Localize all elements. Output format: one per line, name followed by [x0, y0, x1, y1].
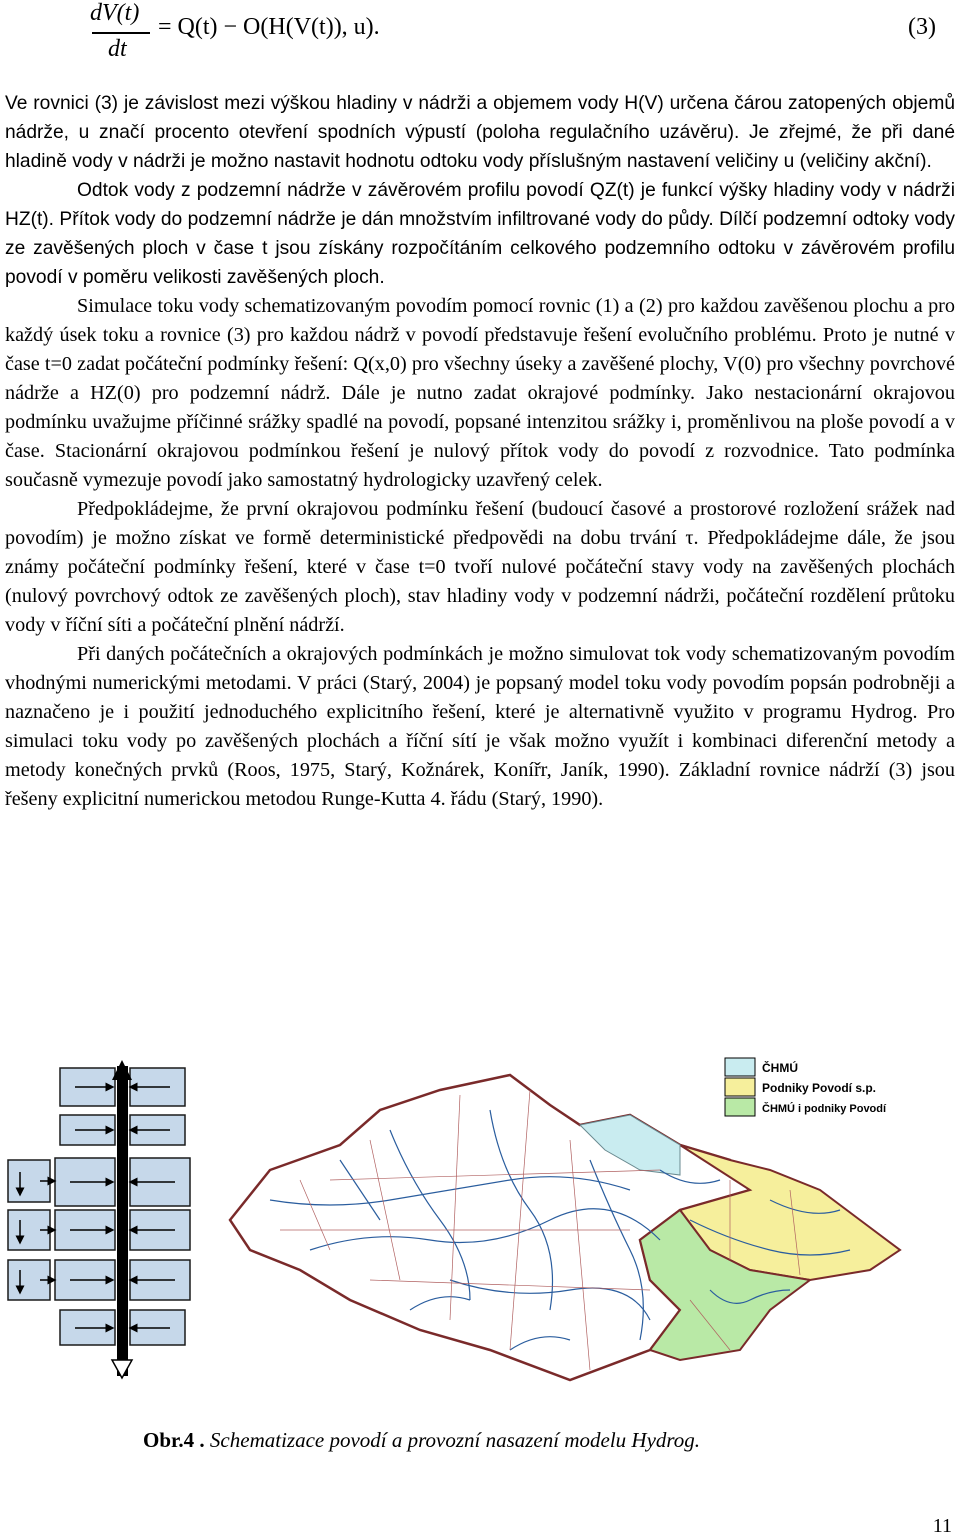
page-number: 11	[932, 1515, 952, 1537]
paragraph-5: Při daných počátečních a okrajových podmínkách je možno simulovat tok vody schematizovaným povodím vhodnými numerickými metodami. V práci (Starý, 2004) je popsaný model toku vody povodím popsán podrobněji a naznačeno je i použití jednoduchého explicitního řešení, které je alternativně využito v programu Hydrog. Pro simulaci toku vody po zavěšených plochách a říční sítí je však možno využít i kombinaci diferenční metody a metody konečných prvků (Roos, 1975, Starý, Kožnárek, Konířr, Janík, 1990). Základní rovnice nádrží (3) jsou řešeny explicitní numerickou metodou Runge-Kutta 4. řádu (Starý, 1990).	[5, 643, 955, 810]
map-legend	[725, 1058, 887, 1116]
figure-caption	[143, 1428, 700, 1453]
legend-swatch-both	[725, 1098, 755, 1116]
legend-label-chmu: ČHMÚ	[762, 1061, 798, 1075]
paragraph-2: Odtok vody z podzemní nádrže v závěrovém profilu povodí QZ(t) je funkcí výšky hladiny vody v nádrži HZ(t). Přítok vody do podzemní nádrže je dán množstvím infiltrované vody do půdy. Dílčí podzemní odtoky vody ze zavěšených ploch v čase t jsou získány rozpočítáním celkového podzemního odtoku v závěrovém profilu povodí v poměru velikosti zavěšených ploch.	[5, 180, 955, 288]
legend-label-povodi: Podniky Povodí s.p.	[762, 1081, 877, 1095]
caption-label: Obr.4 .	[143, 1428, 205, 1452]
fraction-bar	[92, 32, 150, 34]
equation-numerator: dV(t)	[90, 0, 140, 26]
legend-label-both: ČHMÚ i podniky Povodí	[762, 1103, 887, 1115]
paragraph-3: Simulace toku vody schematizovaným povodím pomocí rovnic (1) a (2) pro každou zavěšenou plochu a pro každý úsek toku a rovnice (3) pro každou nádrž v povodí představuje řešení evolučního problému. Proto je nutné v čase t=0 zadat počáteční podmínky řešení: Q(x,0) pro všechny úseky a zavěšené plochy, V(0) pro všechny povrchové nádrže a HZ(0) pro podzemní nádrž. Dále je nutno zadat okrajové podmínky. Jako nestacionární okrajovou podmínku uvažujme příčinné srážky spadlé na povodí, popsané intenzitou srážky i, proměnlivou na ploše povodí a v čase. Stacionární okrajovou podmínkou řešení je nulový přítok vody do povodí z rozvodnice. Tato podmínka současně vymezuje povodí jako samostatný hydrologicky uzavřený celek.	[5, 295, 955, 491]
legend-swatch-povodi	[725, 1078, 755, 1096]
legend-swatch-chmu	[725, 1058, 755, 1076]
equation-denominator: dt	[108, 36, 127, 62]
catchment-schema-diagram	[0, 1060, 210, 1390]
czech-river-basin-map	[210, 1050, 950, 1395]
caption-text: Schematizace povodí a provozní nasazení modelu Hydrog.	[209, 1428, 701, 1452]
figure-4	[0, 1050, 960, 1395]
paragraph-1: Ve rovnici (3) je závislost mezi výškou hladiny v nádrži a objemem vody H(V) určena čárou zatopených objemů nádrže, u značí procento otevření spodních výpustí (poloha regulačního uzávěru). Je zřejmé, že při dané hladině vody v nádrži je možno nastavit hodnotu odtoku vody příslušným nastavení veličiny u (veličiny akční).	[5, 93, 955, 172]
equation-3	[90, 0, 940, 70]
body-text	[5, 89, 955, 814]
paragraph-4: Předpokládejme, že první okrajovou podmínku řešení (budoucí časové a prostorové rozložení srážek nad povodím) je možno získat ve formě deterministické předpovědi na dobu trvání τ. Předpokládejme dále, že jsou známy počáteční podmínky řešení, které v čase t=0 tvoří nulové počáteční stavy vody na zavěšených plochách (nulový povrchový odtok ze zavěšených ploch), stav hladiny vody v podzemní nádrži, počáteční rozdělení průtoku vody v říční síti a počáteční plnění nádrží.	[5, 498, 955, 636]
equation-rhs: = Q(t) − O(H(V(t)), u).	[158, 14, 380, 40]
equation-number: (3)	[908, 14, 936, 40]
